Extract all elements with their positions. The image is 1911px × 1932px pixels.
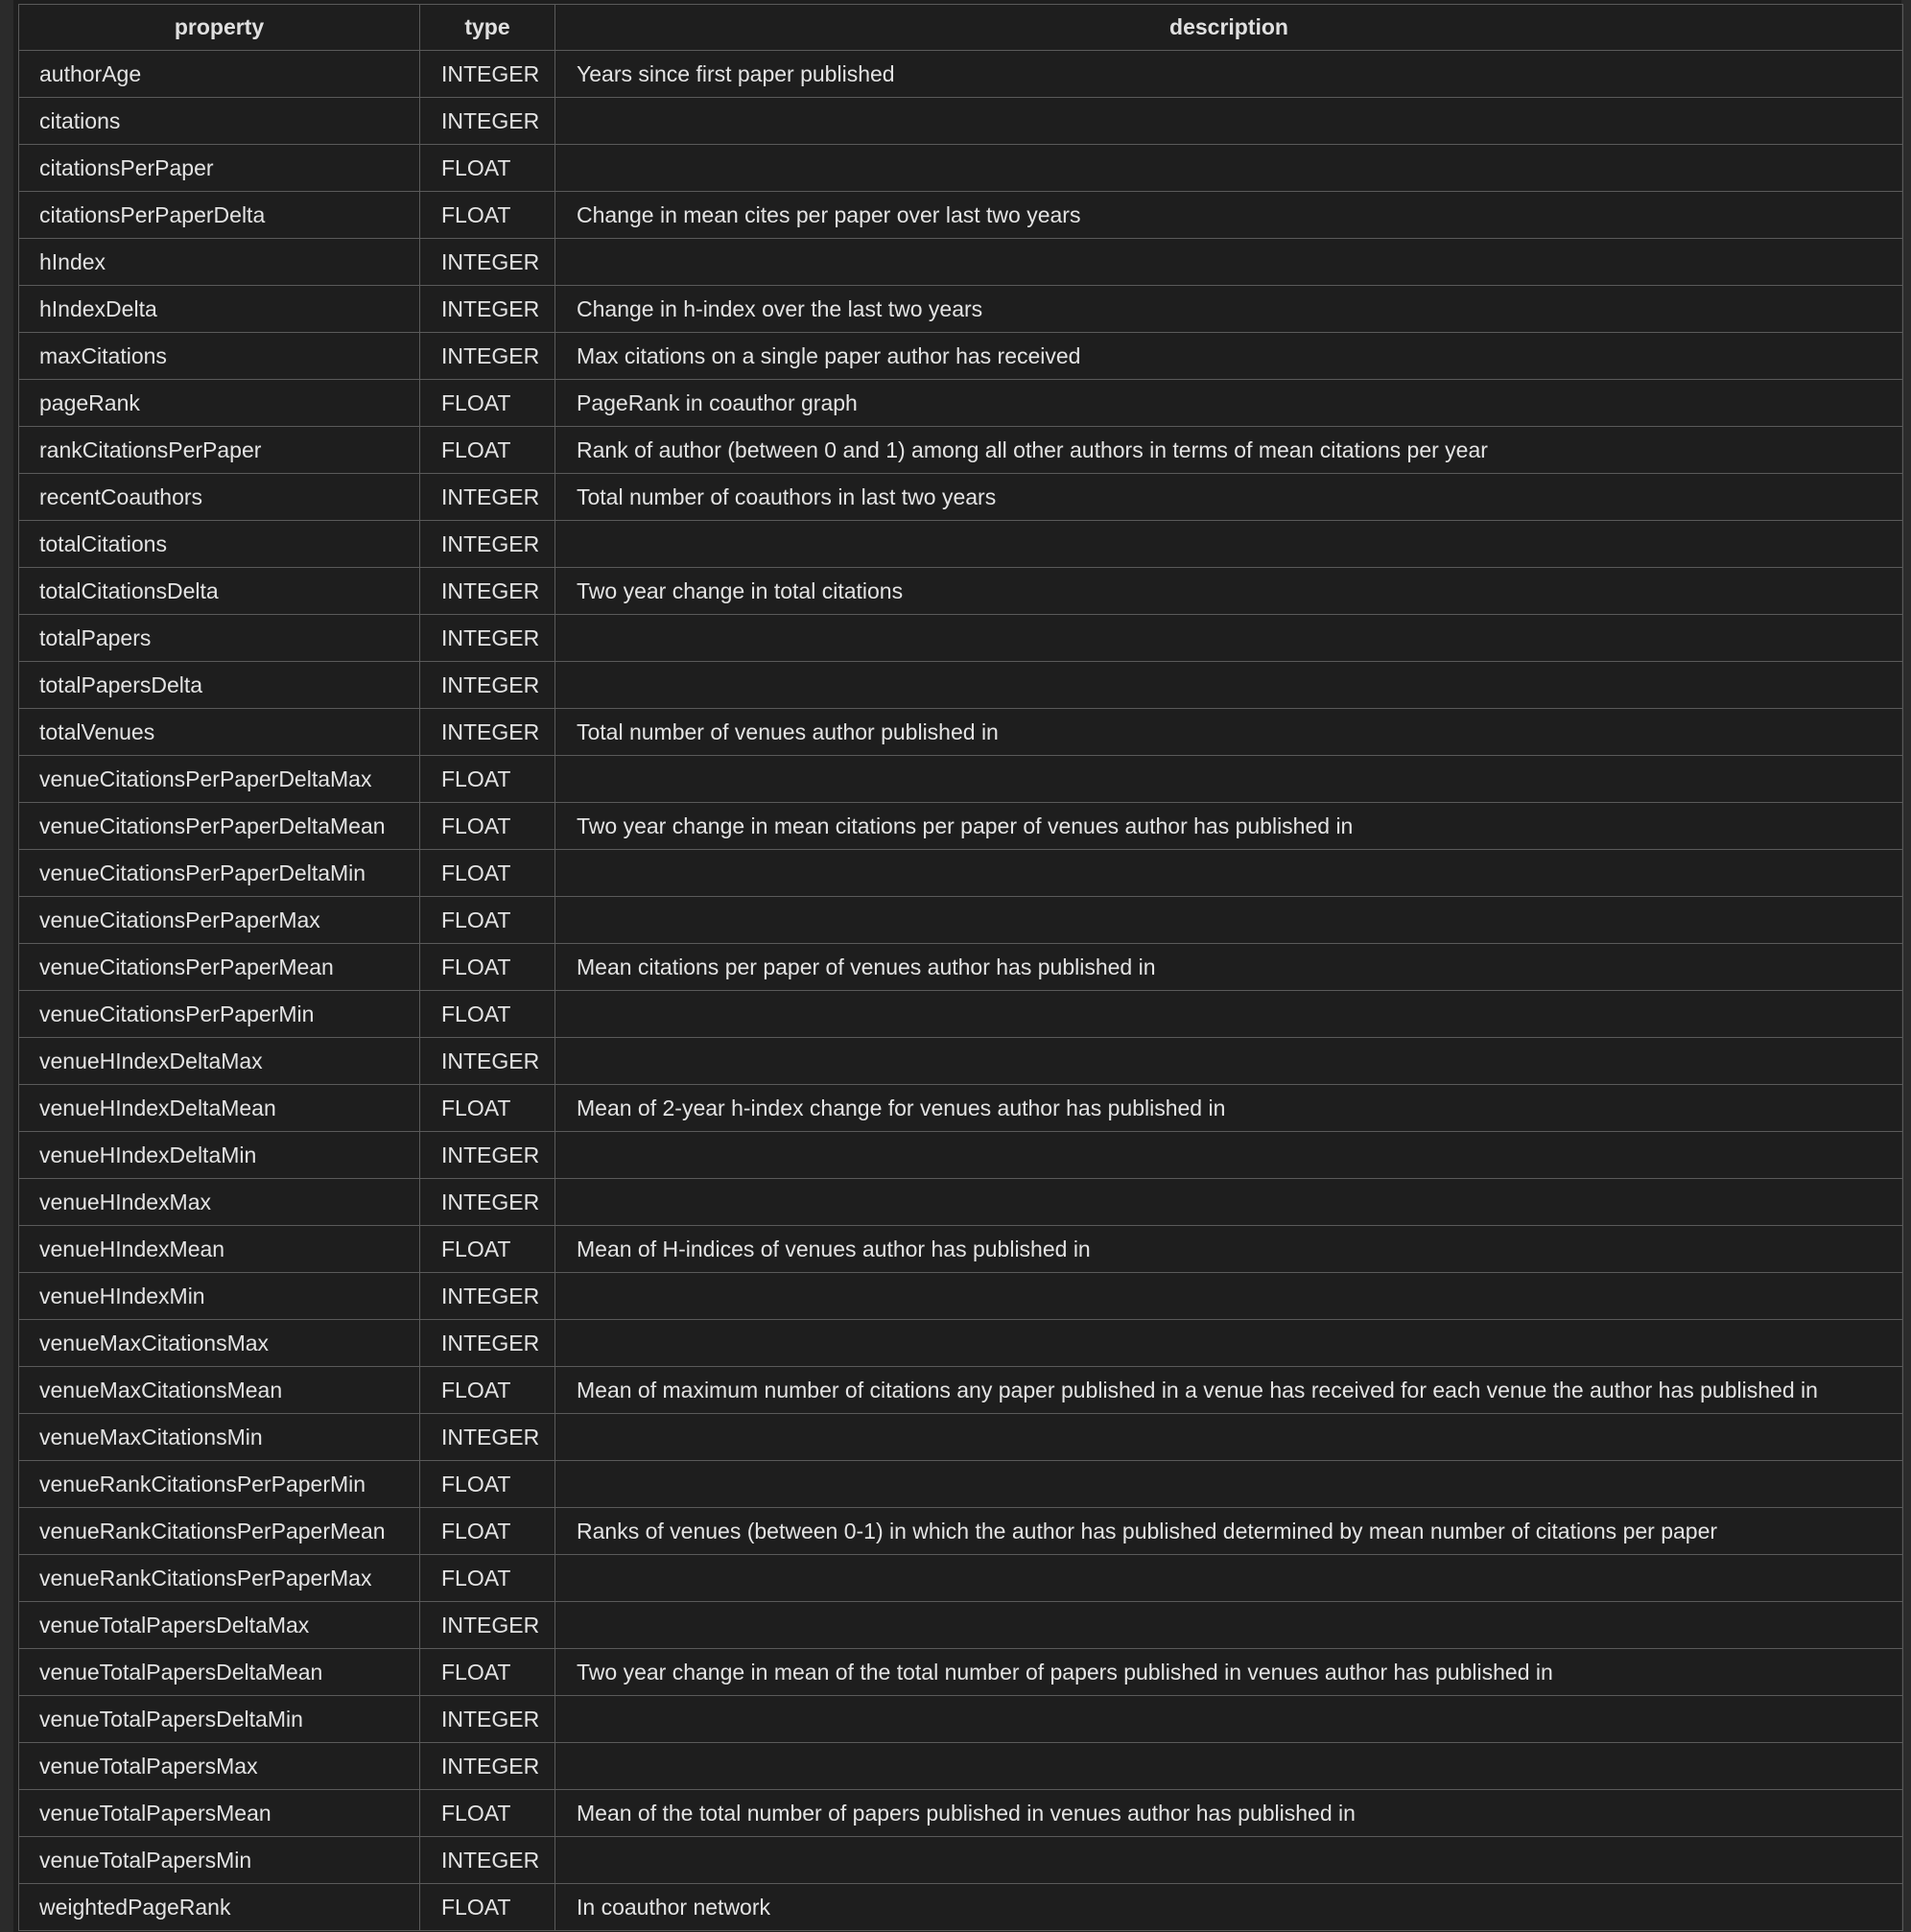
table-row (19, 897, 1903, 944)
cell-description (555, 1038, 1903, 1085)
cell-property: totalCitations (19, 521, 420, 568)
cell-description (555, 756, 1903, 803)
cell-property: venueCitationsPerPaperDeltaMin (19, 850, 420, 897)
cell-property: venueTotalPapersMax (19, 1743, 420, 1790)
cell-property: venueHIndexMean (19, 1226, 420, 1273)
cell-property: venueCitationsPerPaperMin (19, 991, 420, 1038)
table-row (19, 991, 1903, 1038)
cell-property: recentCoauthors (19, 474, 420, 521)
cell-property: venueRankCitationsPerPaperMax (19, 1555, 420, 1602)
cell-description: Two year change in mean citations per paper of venues author has published in (555, 803, 1903, 850)
cell-description: Change in mean cites per paper over last two years (555, 192, 1903, 239)
table-row (19, 1790, 1903, 1837)
cell-description (555, 1461, 1903, 1508)
cell-description: Mean of maximum number of citations any paper published in a venue has received for each venue the author has published in (555, 1367, 1903, 1414)
cell-description: Two year change in mean of the total number of papers published in venues author has published in (555, 1649, 1903, 1696)
table-row (19, 521, 1903, 568)
cell-type: INTEGER (420, 1837, 555, 1884)
header-row (19, 5, 1903, 51)
cell-description: Mean of the total number of papers published in venues author has published in (555, 1790, 1903, 1837)
cell-type: FLOAT (420, 850, 555, 897)
table-row (19, 98, 1903, 145)
cell-description (555, 521, 1903, 568)
cell-property: venueTotalPapersDeltaMin (19, 1696, 420, 1743)
table-row (19, 1461, 1903, 1508)
table-row (19, 1743, 1903, 1790)
cell-type: INTEGER (420, 1696, 555, 1743)
cell-description: Mean citations per paper of venues author has published in (555, 944, 1903, 991)
table-row (19, 1414, 1903, 1461)
cell-property: venueRankCitationsPerPaperMean (19, 1508, 420, 1555)
cell-type: FLOAT (420, 1555, 555, 1602)
cell-property: venueTotalPapersDeltaMean (19, 1649, 420, 1696)
table-row (19, 1226, 1903, 1273)
table-row (19, 145, 1903, 192)
cell-type: FLOAT (420, 1226, 555, 1273)
table-row (19, 286, 1903, 333)
cell-type: FLOAT (420, 427, 555, 474)
cell-description: Total number of venues author published in (555, 709, 1903, 756)
cell-description (555, 239, 1903, 286)
table-row (19, 1649, 1903, 1696)
cell-property: totalVenues (19, 709, 420, 756)
cell-type: INTEGER (420, 286, 555, 333)
table-row (19, 850, 1903, 897)
cell-property: totalPapers (19, 615, 420, 662)
cell-type: FLOAT (420, 803, 555, 850)
cell-property: hIndexDelta (19, 286, 420, 333)
cell-description (555, 850, 1903, 897)
header-type: type (420, 5, 555, 51)
cell-property: authorAge (19, 51, 420, 98)
cell-type: INTEGER (420, 1132, 555, 1179)
cell-type: INTEGER (420, 1273, 555, 1320)
table-row (19, 1602, 1903, 1649)
cell-type: FLOAT (420, 1508, 555, 1555)
cell-description (555, 1602, 1903, 1649)
cell-description: Change in h-index over the last two years (555, 286, 1903, 333)
cell-property: venueMaxCitationsMax (19, 1320, 420, 1367)
cell-property: venueRankCitationsPerPaperMin (19, 1461, 420, 1508)
table-row (19, 662, 1903, 709)
table-row (19, 709, 1903, 756)
cell-type: FLOAT (420, 380, 555, 427)
table-row (19, 756, 1903, 803)
table-row (19, 333, 1903, 380)
cell-property: venueMaxCitationsMin (19, 1414, 420, 1461)
properties-table (18, 4, 1903, 1931)
table-row (19, 1555, 1903, 1602)
cell-description: PageRank in coauthor graph (555, 380, 1903, 427)
header-description: description (555, 5, 1903, 51)
header-property: property (19, 5, 420, 51)
cell-type: INTEGER (420, 333, 555, 380)
cell-property: weightedPageRank (19, 1884, 420, 1931)
cell-type: FLOAT (420, 897, 555, 944)
cell-type: FLOAT (420, 1367, 555, 1414)
table-row (19, 1132, 1903, 1179)
cell-type: FLOAT (420, 1884, 555, 1931)
table-row (19, 192, 1903, 239)
cell-type: FLOAT (420, 1649, 555, 1696)
cell-property: venueTotalPapersMin (19, 1837, 420, 1884)
cell-property: pageRank (19, 380, 420, 427)
cell-property: citationsPerPaper (19, 145, 420, 192)
cell-description: Years since first paper published (555, 51, 1903, 98)
table-row (19, 1320, 1903, 1367)
table-row (19, 1038, 1903, 1085)
table-row (19, 1179, 1903, 1226)
cell-type: INTEGER (420, 521, 555, 568)
cell-property: venueCitationsPerPaperDeltaMean (19, 803, 420, 850)
cell-description (555, 1273, 1903, 1320)
cell-property: venueHIndexDeltaMean (19, 1085, 420, 1132)
cell-property: venueTotalPapersDeltaMax (19, 1602, 420, 1649)
cell-type: FLOAT (420, 192, 555, 239)
cell-property: venueHIndexDeltaMin (19, 1132, 420, 1179)
cell-type: INTEGER (420, 239, 555, 286)
table-row (19, 615, 1903, 662)
cell-type: INTEGER (420, 709, 555, 756)
table-row (19, 944, 1903, 991)
cell-description (555, 145, 1903, 192)
table-row (19, 239, 1903, 286)
cell-property: totalCitationsDelta (19, 568, 420, 615)
cell-property: rankCitationsPerPaper (19, 427, 420, 474)
table-row (19, 803, 1903, 850)
cell-property: venueHIndexMax (19, 1179, 420, 1226)
cell-description: Rank of author (between 0 and 1) among all other authors in terms of mean citations per year (555, 427, 1903, 474)
cell-type: INTEGER (420, 1038, 555, 1085)
table-row (19, 474, 1903, 521)
cell-description (555, 1555, 1903, 1602)
cell-description (555, 1696, 1903, 1743)
left-gutter (0, 0, 13, 1932)
cell-type: FLOAT (420, 991, 555, 1038)
cell-description (555, 1132, 1903, 1179)
cell-property: venueHIndexDeltaMax (19, 1038, 420, 1085)
cell-description: Mean of 2-year h-index change for venues author has published in (555, 1085, 1903, 1132)
cell-description: In coauthor network (555, 1884, 1903, 1931)
cell-description: Max citations on a single paper author has received (555, 333, 1903, 380)
cell-type: INTEGER (420, 1179, 555, 1226)
cell-type: INTEGER (420, 51, 555, 98)
table-row (19, 1085, 1903, 1132)
cell-type: FLOAT (420, 1461, 555, 1508)
cell-description: Total number of coauthors in last two years (555, 474, 1903, 521)
cell-type: INTEGER (420, 662, 555, 709)
cell-property: citationsPerPaperDelta (19, 192, 420, 239)
table-row (19, 568, 1903, 615)
cell-type: FLOAT (420, 1085, 555, 1132)
cell-type: INTEGER (420, 1320, 555, 1367)
cell-type: INTEGER (420, 474, 555, 521)
cell-description (555, 1179, 1903, 1226)
cell-property: venueHIndexMin (19, 1273, 420, 1320)
table-row (19, 1367, 1903, 1414)
cell-type: INTEGER (420, 615, 555, 662)
cell-description: Mean of H-indices of venues author has published in (555, 1226, 1903, 1273)
table-row (19, 427, 1903, 474)
cell-property: maxCitations (19, 333, 420, 380)
cell-description (555, 991, 1903, 1038)
cell-property: hIndex (19, 239, 420, 286)
cell-property: venueTotalPapersMean (19, 1790, 420, 1837)
cell-property: venueCitationsPerPaperDeltaMax (19, 756, 420, 803)
cell-description (555, 897, 1903, 944)
cell-description (555, 1837, 1903, 1884)
table-row (19, 1837, 1903, 1884)
cell-type: FLOAT (420, 145, 555, 192)
cell-type: INTEGER (420, 1414, 555, 1461)
table-row (19, 1884, 1903, 1931)
table-row (19, 1273, 1903, 1320)
cell-type: FLOAT (420, 1790, 555, 1837)
table-row (19, 1696, 1903, 1743)
cell-property: totalPapersDelta (19, 662, 420, 709)
cell-description (555, 1414, 1903, 1461)
cell-type: INTEGER (420, 1743, 555, 1790)
cell-type: FLOAT (420, 944, 555, 991)
cell-property: citations (19, 98, 420, 145)
cell-type: FLOAT (420, 756, 555, 803)
table-row (19, 380, 1903, 427)
cell-description (555, 98, 1903, 145)
cell-description (555, 662, 1903, 709)
cell-property: venueMaxCitationsMean (19, 1367, 420, 1414)
cell-property: venueCitationsPerPaperMean (19, 944, 420, 991)
cell-description (555, 615, 1903, 662)
cell-description (555, 1320, 1903, 1367)
cell-type: INTEGER (420, 98, 555, 145)
cell-description: Two year change in total citations (555, 568, 1903, 615)
cell-type: INTEGER (420, 1602, 555, 1649)
cell-description (555, 1743, 1903, 1790)
table-row (19, 1508, 1903, 1555)
cell-property: venueCitationsPerPaperMax (19, 897, 420, 944)
table-row (19, 51, 1903, 98)
cell-description: Ranks of venues (between 0-1) in which the author has published determined by mean number of citations per paper (555, 1508, 1903, 1555)
cell-type: INTEGER (420, 568, 555, 615)
